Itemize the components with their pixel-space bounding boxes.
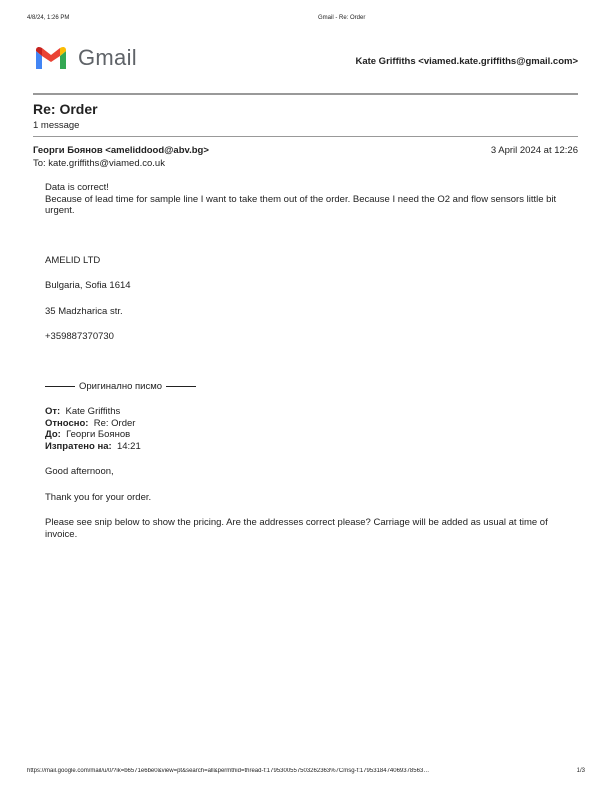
forward-from-value: Kate Griffiths [65, 406, 121, 417]
separator-dash-right [166, 386, 196, 387]
gmail-logo-text: Gmail [78, 45, 137, 70]
print-footer-page: 1/3 [576, 768, 585, 774]
forward-from [45, 406, 575, 418]
quoted-pricing-note: Please see snip below to show the pricing. Are the addresses correct please? Carriage will be added as usual at time of invoice. [45, 517, 548, 540]
body-line-1: Data is correct! [45, 182, 109, 193]
forward-label: Оригинално писмо [79, 380, 163, 392]
forward-sent [45, 441, 575, 453]
signature-city: Bulgaria, Sofia 1614 [45, 280, 131, 291]
signature-company: AMELID LTD [45, 254, 101, 266]
forward-to-value: Георги Боянов [66, 429, 131, 440]
thread-subject: Re: Order [33, 101, 98, 117]
message-recipient: To: kate.griffiths@viamed.co.uk [33, 158, 165, 169]
forward-subject-value: Re: Order [93, 417, 136, 429]
message-count: 1 message [33, 120, 80, 131]
forward-separator [45, 381, 575, 393]
forward-sent-value: 14:21 [116, 440, 141, 452]
subject-divider [33, 136, 578, 137]
forward-from-label: От: [45, 406, 61, 417]
forward-sent-label: Изпратено на: [45, 440, 112, 452]
header-divider [33, 93, 578, 95]
print-header-title: Gmail - Re: Order [318, 15, 366, 21]
message-date: 3 April 2024 at 12:26 [490, 145, 578, 156]
quoted-thanks: Thank you for your order. [45, 491, 152, 503]
forward-subject [45, 418, 575, 430]
gmail-logo[interactable] [34, 45, 137, 71]
forward-to [45, 429, 575, 441]
body-line-2: Because of lead time for sample line I want to take them out of the order. Because I need the O2 and flow sensors little bit urgent. [45, 193, 557, 216]
forward-to-label: До: [45, 429, 61, 440]
print-header-datetime: 4/8/24, 1:26 PM [27, 15, 70, 21]
separator-dash-left [45, 386, 75, 387]
message-sender: Георги Боянов <ameliddood@abv.bg> [33, 145, 209, 156]
print-footer-url: https://mail.google.com/mail/u/0/?ik=b6571e6be0&view=pt&search=all&permthid=thread-f:1795300557503262363%7Cmsg-f:1795318474069378563… [27, 768, 430, 774]
account-label: Kate Griffiths <viamed.kate.griffiths@gmail.com> [355, 56, 578, 67]
message-body [45, 182, 575, 540]
forward-subject-label: Относно: [45, 417, 89, 429]
signature-street: 35 Madzharica str. [45, 305, 123, 317]
signature-phone: +359887370730 [45, 331, 114, 342]
quoted-greeting: Good afternoon, [45, 466, 114, 477]
gmail-m-icon [34, 45, 68, 71]
